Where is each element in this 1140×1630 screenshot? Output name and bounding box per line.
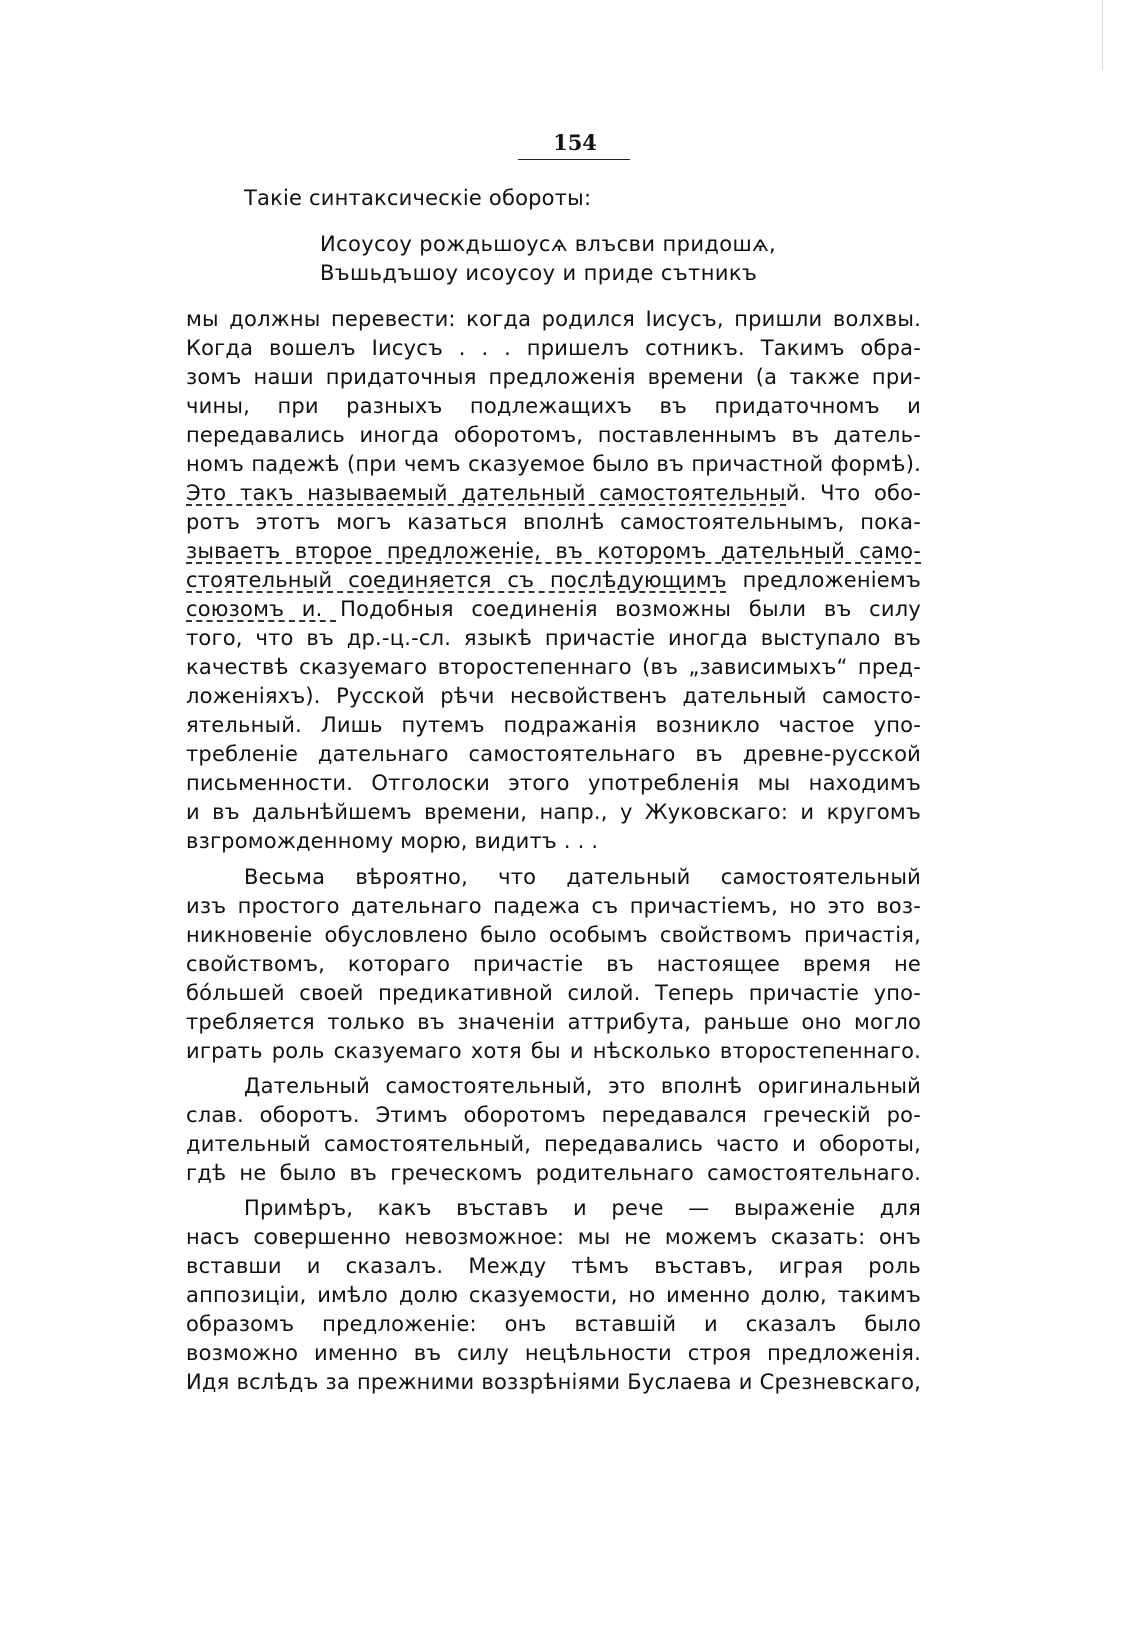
paragraph-line: письменности. Отголоски этого употребленія мы находимъ [186, 771, 921, 795]
pencil-underline [186, 562, 921, 564]
paragraph-line: союзомъ и. Подобныя соединенія возможны были въ силу [186, 597, 921, 621]
paragraph-line: стоятельный соединяется съ послѣдующимъ предложеніемъ [186, 568, 921, 592]
paragraph-line: требляется только въ значеніи аттрибута, раньше оно могло [186, 1010, 921, 1034]
paragraph-line: того, что въ др.-ц.-сл. языкѣ причастіе иногда выступало въ [186, 626, 921, 650]
paragraph-line: Дательный самостоятельный, это вполнѣ оригинальный [244, 1074, 921, 1098]
pencil-underline [186, 620, 336, 622]
paragraph-line: насъ совершенно невозможное: мы не можемъ сказать: онъ [186, 1225, 921, 1249]
paragraph-line: и въ дальнѣйшемъ времени, напр., у Жуковскаго: и кругомъ [186, 800, 921, 824]
paragraph-line: ложеніяхъ). Русской рѣчи несвойственъ дательный самосто- [186, 684, 921, 708]
pencil-underline [186, 504, 786, 506]
paragraph-line: дительный самостоятельный, передавались часто и обороты, [186, 1132, 921, 1156]
paragraph-line: образомъ предложеніе: онъ вставшій и сказалъ было [186, 1312, 921, 1336]
quote-line: Въшьдъшоу исоусоу и приде сътникъ [320, 261, 758, 285]
paragraph-line: изъ простого дательнаго падежа съ причастіемъ, но это воз- [186, 894, 921, 918]
paragraph-line: мы должны перевести: когда родился Іисусъ, пришли волхвы. [186, 307, 921, 331]
paragraph-line: Идя вслѣдъ за прежними воззрѣніями Буслаева и Срезневскаго, [186, 1370, 921, 1394]
paragraph-line: гдѣ не было въ греческомъ родительнаго самостоятельнаго. [186, 1161, 921, 1185]
paragraph-line: никновеніе обусловлено было особымъ свойствомъ причастія, [186, 923, 921, 947]
paragraph-line: требленіе дательнаго самостоятельнаго въ древне-русской [186, 742, 921, 766]
paragraph-line: аппозиціи, имѣло долю сказуемости, но именно долю, такимъ [186, 1283, 921, 1307]
page-number: 154 [553, 130, 597, 155]
pencil-underline [186, 591, 726, 593]
paragraph-line: чины, при разныхъ подлежащихъ въ придаточномъ и [186, 394, 921, 418]
paragraph-line: Весьма вѣроятно, что дательный самостоятельный [244, 865, 921, 889]
paragraph-line: номъ падежѣ (при чемъ сказуемое было въ причастной формѣ). [186, 452, 921, 476]
paragraph-line: играть роль сказуемаго хотя бы и нѣсколько второстепеннаго. [186, 1039, 921, 1063]
paragraph-line: свойствомъ, котораго причастіе въ настоящее время не [186, 952, 921, 976]
paragraph-line: Примѣръ, какъ въставъ и рече — выраженіе для [244, 1196, 921, 1220]
paragraph-line: вставши и сказалъ. Между тѣмъ въставъ, играя роль [186, 1254, 921, 1278]
paragraph-line: зываетъ второе предложеніе, въ которомъ дательный само- [186, 539, 921, 563]
paragraph-line: бóльшей своей предикативной силой. Теперь причастіе упо- [186, 981, 921, 1005]
paragraph-line: возможно именно въ силу нецѣльности строя предложенія. [186, 1341, 921, 1365]
paragraph-line: слав. оборотъ. Этимъ оборотомъ передавался греческій ро- [186, 1103, 921, 1127]
paragraph-line: качествѣ сказуемаго второстепеннаго (въ „зависимыхъ“ пред- [186, 655, 921, 679]
paragraph-line: Когда вошелъ Іисусъ . . . пришелъ сотникъ. Такимъ обра- [186, 336, 921, 360]
paragraph-line: передавались иногда оборотомъ, поставленнымъ въ датель- [186, 423, 921, 447]
paragraph-line: взгроможденному морю, видитъ . . . [186, 829, 599, 853]
paragraph-line: ротъ этотъ могъ казаться вполнѣ самостоятельнымъ, пока- [186, 510, 921, 534]
intro-line: Такіе синтаксическіе обороты: [244, 186, 592, 210]
paragraph-line: ятельный. Лишь путемъ подражанія возникло частое упо- [186, 713, 921, 737]
quote-line: Исоусоу рождьшоусѧ влъсви придошѧ, [320, 232, 777, 256]
paragraph-line: Это такъ называемый дательный самостоятельный. Что обо- [186, 481, 921, 505]
paragraph-line: зомъ наши придаточныя предложенія времени (а также при- [186, 365, 921, 389]
